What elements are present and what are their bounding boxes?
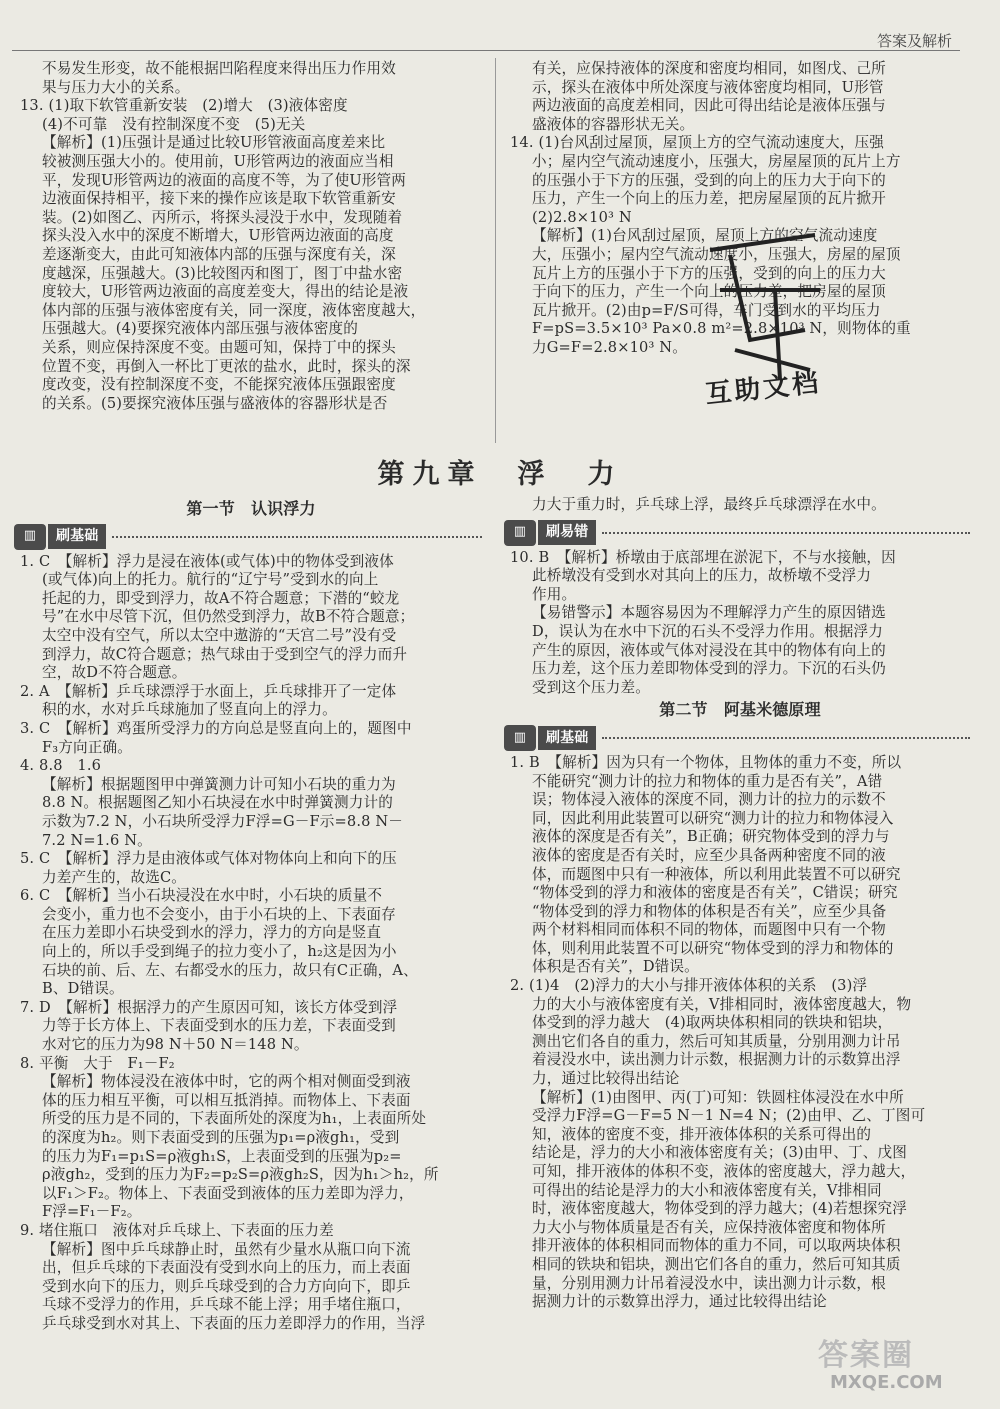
text-line: 体，则利用此装置不可以研究“物体受到的浮力和物体的 [532,939,894,957]
badge-label: 刷易错 [538,520,596,545]
text-line: (或气体)向上的托力。航行的“辽宁号”受到水的向上 [42,571,379,589]
section-title-2: 第二节 阿基米德原理 [659,700,821,720]
book-icon: ▥ [504,520,536,546]
text-line: 量，分别用测力计吊着浸没水中，读出测力计示数，根 [532,1274,886,1292]
text-line: 力大小与物体质量是否有关，应保持液体密度和物体所 [532,1218,886,1236]
text-line: F浮=F₁－F₂。 [42,1203,142,1221]
text-line: 探头没入水中的深度不断增大，U形管两边液面的高度 [42,227,394,245]
text-line: 不能研究“测力计的拉力和物体的重力是否有关”，A错 [532,772,883,790]
badge-jichu [14,523,482,551]
text-line: 压力差，这个压力差即物体受到的浮力。下沉的石头仍 [532,660,886,678]
text-line: 示数为7.2 N，小石块所受浮力F浮=G－F示=8.8 N－ [42,812,404,830]
text-line: 此桥墩没有受到水对其向上的压力，故桥墩不受浮力 [532,567,872,585]
text-line: “物体受到的浮力和物体的体积是否有关”，应至少具备 [532,902,887,920]
text-line: 向上的，所以手受到绳子的拉力变小了，h₂这是因为小 [42,943,397,961]
header-rule [12,50,960,51]
text-line: 以F₁＞F₂。物体上、下表面受到液体的压力差即为浮力， [42,1184,414,1202]
book-icon: ▥ [504,725,536,751]
text-line: 盛液体的容器形状无关。 [532,115,695,133]
text-line: 平，发现U形管两边的液面的高度不等，为了使U形管两 [42,171,407,189]
text-line: 13. (1)取下软管重新安装 (2)增大 (3)液体密度 [20,97,348,115]
right-bottom-column [510,496,970,1312]
dotted-rule [602,737,970,739]
text-line: 空，故D不符合题意。 [42,664,187,682]
text-line: 两个材料相同而体积不同的物体，而题图中只有一个物 [532,921,886,939]
text-line: 3. C 【解析】鸡蛋所受浮力的方向总是竖直向上的，题图中 [20,719,412,737]
text-line: 体积是否有关”，D错误。 [532,958,699,976]
text-line: 石块的前、后、左、右都受水的压力，故只有C正确，A、 [42,961,418,979]
text-line: 的压强小于下方的压强，受到的向上的压力大于向下的 [532,171,886,189]
text-line: 据测力计的示数算出浮力，通过比较得出结论 [532,1293,827,1311]
text-line: 出，但乒乓球的下表面没有受到水向上的压力，而上表面 [42,1259,411,1277]
text-line: 8.8 N。根据题图乙知小石块浸在水中时弹簧测力计的 [42,794,393,812]
text-line: 力等于长方体上、下表面受到水的压力差，下表面受到 [42,1017,396,1035]
text-line: 【解析】物体浸没在液体中时，它的两个相对侧面受到液 [42,1073,411,1091]
text-line: 示，探头在液体中所处深度与液体密度均相同，U形管 [532,78,884,96]
text-line: 受浮力F浮=G－F=5 N－1 N=4 N；(2)由甲、乙、丁图可 [532,1107,926,1125]
text-line: 较被测压强大小的。使用前，U形管两边的液面应当相 [42,152,394,170]
text-line: 大，压强小；屋内空气流动速度小，压强大，房屋的屋顶 [532,245,901,263]
text-line: 有关，应保持液体的深度和密度均相同，如图戊、己所 [532,60,886,77]
text-line: 【解析】(1)由图甲、丙(丁)可知：铁圆柱体浸没在水中所 [532,1088,904,1106]
section-title-1: 第一节 认识浮力 [186,499,316,518]
watermark-text: 互助文档 [704,368,823,410]
text-line: 测出它们各自的重力，然后可知其质量，分别用测力计吊 [532,1032,901,1050]
badge-label: 刷基础 [48,524,106,549]
text-line: 【解析】(1)压强计是通过比较U形管液面高度差来比 [42,134,386,152]
dotted-rule [112,536,482,538]
text-line: 时，液体密度越大，物体受到的浮力越大；(4)若想探究浮 [532,1200,907,1218]
text-line: 体的压力相互平衡，可以相互抵消掉。而物体上、下表面 [42,1091,411,1109]
text-line: (2)2.8×10³ N [532,208,632,226]
text-line: 小；屋内空气流动速度小，压强大，房屋屋顶的瓦片上方 [532,152,901,170]
text-line: 压强越大。(4)要探究液体内部压强与液体密度的 [42,320,358,338]
text-line: 液体的密度是否有关时，应至少具备两种密度不同的液 [532,846,886,864]
text-line: 4. 8.8 1.6 [20,757,102,775]
text-line: 瓦片上方的压强小于下方的压强，受到的向上的压力大 [532,264,886,282]
text-line: 到浮力，故C符合题意；热气球由于受到空气的浮力而升 [42,645,408,663]
text-line: 受到这个压力差。 [532,678,650,696]
text-line: 可得出的结论是浮力的大小和液体密度有关，V排相同 [532,1181,882,1199]
text-line: 托起的力，即受到浮力，故A不符合题意；下潜的“蛟龙 [42,589,400,607]
left-top-column [20,60,482,413]
text-line: 度改变，没有控制深度不变，不能探究液体压强跟密度 [42,376,396,394]
text-line: 的压力为F₁=p₁S=ρ液gh₁S，上表面受到的压强为p₂= [42,1147,402,1165]
text-line: D，误认为在水中下沉的石头不受浮力作用。根据浮力 [532,622,883,640]
text-line: B、D错误。 [42,980,124,998]
text-line: 力G=F=2.8×10³ N。 [532,338,687,356]
text-line: “物体受到的浮力和液体的密度是否有关”，C错误；研究 [532,884,898,902]
book-icon: ▥ [14,524,46,550]
watermark-brand: 答案圈 [818,1338,914,1373]
text-line: 差逐渐变大，由此可知液体内部的压强与深度有关，深 [42,245,396,263]
text-line: (4)不可靠 没有控制深度不变 (5)无关 [42,115,306,133]
badge-yicuo [504,519,970,547]
badge-jichu-2 [504,724,970,752]
text-line: 在压力差即小石块受到水的浮力，浮力的方向是竖直 [42,924,382,942]
text-line: 5. C 【解析】浮力是由液体或气体对物体向上和向下的压 [20,850,397,868]
badge-label: 刷基础 [538,726,596,751]
text-line: 1. C 【解析】浮力是浸在液体(或气体)中的物体受到液体 [20,552,394,570]
text-line: ρ液gh₂，受到的压力为F₂=p₂S=ρ液gh₂S，因为h₁＞h₂，所 [42,1166,439,1184]
text-line: 7.2 N=1.6 N。 [42,831,152,849]
text-line: 压力，产生一个向上的压力差，把房屋屋顶的瓦片掀开 [532,190,886,208]
text-line: 乒乓球受到水对其上、下表面的压力差即浮力的作用，当浮 [42,1314,426,1332]
text-line: 产生的原因，液体或气体对浸没在其中的物体有向上的 [532,641,886,659]
text-line: 【解析】根据题图甲中弹簧测力计可知小石块的重力为 [42,775,396,793]
text-line: 2. A 【解析】乒乓球漂浮于水面上，乒乓球排开了一定体 [20,682,397,700]
text-line: 力差产生的，故选C。 [42,868,187,886]
text-line: 所受的压力是不同的，下表面所处的深度为h₁，上表面所处 [42,1110,427,1128]
text-line: 力，通过比较得出结论 [532,1070,680,1088]
text-line: 的关系。(5)要探究液体压强与盛液体的容器形状是否 [42,394,388,412]
text-line: 液体的深度是否有关”，B正确；研究物体受到的浮力与 [532,828,890,846]
text-line: 7. D 【解析】根据浮力的产生原因可知，该长方体受到浮 [20,998,398,1016]
text-line: 果与压力大小的关系。 [42,78,190,96]
watermark-site: MXQE.COM [830,1372,943,1393]
text-line: F₃方向正确。 [42,738,132,756]
text-line: 号”在水中尽管下沉，但仍然受到浮力，故B不符合题意； [42,608,415,626]
text-line: 水对它的压力为98 N＋50 N＝148 N。 [42,1036,309,1054]
text-line: 受到水向下的压力，则乒乓球受到的合力方向向下，即乒 [42,1277,411,1295]
text-line: 度较大，U形管两边液面的高度差变大，得出的结论是液 [42,283,409,301]
text-line: 力的大小与液体密度有关，V排相同时，液体密度越大，物 [532,995,912,1013]
text-line: 同，因此利用此装置可以研究“测力计的拉力和物体浸入 [532,809,894,827]
text-line: 10. B 【解析】桥墩由于底部埋在淤泥下，不与水接触，因 [510,548,896,566]
text-line: 度越深，压强越大。(3)比较图丙和图丁，图丁中盐水密 [42,264,403,282]
chapter-title: 第九章 浮 力 [377,459,623,490]
text-line: 体受到的浮力越大 (4)取两块体积相同的铁块和铝块， [532,1014,893,1032]
text-line: 作用。 [532,585,577,603]
text-line: 太空中没有空气，所以太空中遨游的“天宫二号”没有受 [42,626,397,644]
text-line: 两边液面的高度差相同，因此可得出结论是液体压强与 [532,97,886,115]
dotted-rule [602,532,970,534]
text-line: 【解析】(1)台风刮过屋顶，屋顶上方的空气流动速度 [532,227,878,245]
text-line: 乓球不受浮力的作用，乒乓球不能上浮；用手堵住瓶口， [42,1296,411,1314]
text-line: 8. 平衡 大于 F₁－F₂ [20,1054,175,1072]
text-line: 体内部的压强与液体密度有关，同一深度，液体密度越大， [42,301,426,319]
text-line: 装。(2)如图乙、丙所示，将探头浸没于水中，发现随着 [42,208,403,226]
text-line: 于向下的压力，产生一个向上的压力差，把房屋的屋顶 [532,283,886,301]
text-line: 【易错警示】本题容易因为不理解浮力产生的原因错选 [532,604,886,622]
text-line: 的深度为h₂。则下表面受到的压强为p₁=ρ液gh₁，受到 [42,1129,400,1146]
text-line: 【解析】图中乒乓球静止时，虽然有少量水从瓶口向下流 [42,1240,411,1258]
text-line: 2. (1)4 (2)浮力的大小与排开液体体积的关系 (3)浮 [510,977,868,995]
left-bottom-column [20,496,482,1334]
text-line: 关系，则应保持深度不变。由题可知，保持丁中的探头 [42,338,396,356]
text-line: 边液面保持相平，接下来的操作应该是取下软管重新安 [42,190,396,208]
text-line: 排开液体的体积相同而物体的重力不同，可以取两块体积 [532,1237,901,1255]
text-line: F=pS=3.5×10³ Pa×0.8 m²=2.8×10³ N，则物体的重 [532,320,911,338]
column-divider [495,58,496,443]
text-line: 结论是，浮力的大小和液体密度有关；(3)由甲、丁、戊图 [532,1144,907,1162]
text-line: 可知，排开液体的体积不变，液体的密度越大，浮力越大， [532,1163,916,1180]
text-line: 不易发生形变，故不能根据凹陷程度来得出压力作用效 [42,60,396,77]
text-line: 1. B 【解析】因为只有一个物体，且物体的重力不变，所以 [510,753,902,771]
text-line: 误；物体浸入液体的深度不同，测力计的拉力的示数不 [532,791,886,809]
text-line: 着浸没水中，读出测力计示数，根据测力计的示数算出浮 [532,1051,901,1069]
text-line: 知，液体的密度不变，排开液体体积的关系可得出的 [532,1125,872,1143]
text-line: 9. 堵住瓶口 液体对乒乓球上、下表面的压力差 [20,1221,334,1239]
text-line: 位置不变，再倒入一杯比丁更浓的盐水，此时，探头的深 [42,357,411,375]
page-header: 答案及解析 [876,32,952,50]
text-line: 积的水，水对乒乓球施加了竖直向上的浮力。 [42,701,337,719]
text-line: 会变小，重力也不会变小，由于小石块的上、下表面存 [42,905,396,923]
text-line: 6. C 【解析】当小石块浸没在水中时，小石块的质量不 [20,887,383,905]
text-line: 14. (1)台风刮过屋顶，屋顶上方的空气流动速度大，压强 [510,134,884,152]
text-line: 体，而题图中只有一种液体，所以利用此装置不可以研究 [532,865,901,883]
text-line: 瓦片掀开。(2)由p=F/S可得，车门受到水的平均压力 [532,301,881,319]
text-line: 力大于重力时，乒乓球上浮，最终乒乓球漂浮在水中。 [532,496,886,513]
text-line: 相同的铁块和铝块，测出它们各自的重力，然后可知其质 [532,1255,901,1273]
